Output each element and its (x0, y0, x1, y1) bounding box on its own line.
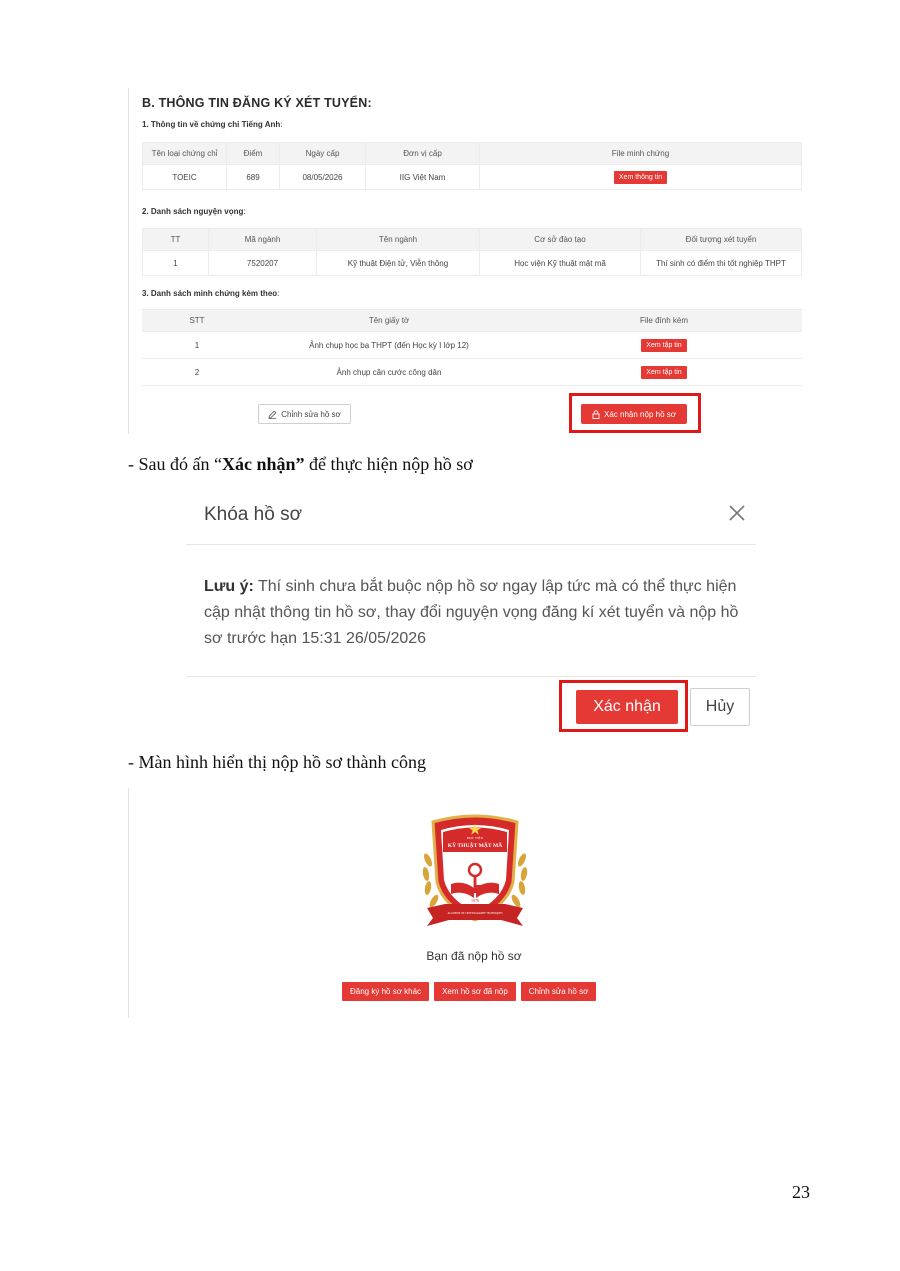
cert-date: 08/05/2026 (280, 165, 366, 190)
table-row (142, 359, 802, 386)
wish-tt: 1 (143, 251, 209, 276)
col-evidence-file: File minh chứng (480, 143, 802, 165)
highlight-box (569, 393, 701, 433)
success-message: Bạn đã nộp hồ sơ (426, 949, 522, 963)
col-major-code: Mã ngành (209, 229, 317, 251)
cert-type: TOEIC (143, 165, 227, 190)
col-issue-date: Ngày cấp (280, 143, 366, 165)
docs-subtitle: 3. Danh sách minh chứng kèm theo: (142, 289, 280, 298)
col-tt: TT (143, 229, 209, 251)
view-file-button[interactable]: Xem tập tin (641, 366, 686, 379)
success-actions (342, 982, 596, 1001)
wishes-table (142, 228, 802, 276)
close-icon[interactable] (726, 502, 748, 524)
logo-year: 1976 (471, 898, 479, 903)
col-stt: STT (142, 310, 252, 332)
table-row (142, 332, 802, 359)
wish-campus: Học viện Kỹ thuật mật mã (480, 251, 641, 276)
logo-text-main: KỸ THUẬT MẬT MÃ (447, 843, 503, 849)
wish-code: 7520207 (209, 251, 317, 276)
logo-text-top: HỌC VIỆN (466, 836, 484, 840)
cert-issuer: IIG Việt Nam (366, 165, 480, 190)
instruction-text-1: - Sau đó ấn “Xác nhận” để thực hiện nộp hồ sơ (128, 454, 473, 474)
wishes-subtitle: 2. Danh sách nguyện vọng: (142, 207, 246, 216)
col-attachment: File đính kèm (526, 310, 802, 332)
col-issuer: Đơn vị cấp (366, 143, 480, 165)
instruction-text-2: - Màn hình hiển thị nộp hồ sơ thành công (128, 752, 426, 772)
view-info-button[interactable]: Xem thông tin (614, 171, 667, 184)
table-row (143, 251, 802, 276)
dialog-title: Khóa hồ sơ (204, 504, 303, 525)
doc-name: Ảnh chụp căn cước công dân (252, 359, 526, 386)
wish-target: Thí sinh có điểm thi tốt nghiệp THPT (641, 251, 802, 276)
col-campus: Cơ sở đào tạo (480, 229, 641, 251)
dialog-note: Lưu ý: Thí sinh chưa bắt buộc nộp hồ sơ ngay lập tức mà có thể thực hiện cập nhật thông tin hồ sơ, thay đổi nguyện vọng đăng kí xét tuyển và nộp hồ sơ trước hạn 15:31 26/05/2026 (204, 578, 739, 647)
cert-score: 689 (227, 165, 280, 190)
pencil-icon (268, 410, 277, 419)
cancel-button[interactable]: Hủy (690, 688, 750, 726)
doc-stt: 1 (142, 332, 252, 359)
register-another-button[interactable]: Đăng ký hồ sơ khác (342, 982, 429, 1001)
table-row (143, 165, 802, 190)
col-doc-name: Tên giấy tờ (252, 310, 526, 332)
confirm-button[interactable]: Xác nhận (576, 690, 678, 724)
success-screenshot (128, 788, 768, 1018)
doc-name: Ảnh chụp học bạ THPT (đến Học kỳ I lớp 12) (252, 332, 526, 359)
confirm-submit-button[interactable]: Xác nhận nộp hồ sơ (581, 404, 687, 424)
divider (186, 676, 756, 677)
cert-table (142, 142, 802, 190)
wish-name: Kỹ thuật Điện tử, Viễn thông (317, 251, 480, 276)
col-score: Điểm (227, 143, 280, 165)
lock-dialog-screenshot (186, 490, 756, 730)
col-cert-type: Tên loại chứng chỉ (143, 143, 227, 165)
col-target: Đối tượng xét tuyển (641, 229, 802, 251)
docs-table (142, 309, 802, 386)
doc-stt: 2 (142, 359, 252, 386)
page-number: 23 (792, 1182, 810, 1202)
col-major-name: Tên ngành (317, 229, 480, 251)
view-file-button[interactable]: Xem tập tin (641, 339, 686, 352)
section-b-title: B. THÔNG TIN ĐĂNG KÝ XÉT TUYỂN: (142, 96, 372, 110)
highlight-box (559, 680, 688, 732)
edit-profile-button[interactable]: Chỉnh sửa hồ sơ (258, 404, 351, 424)
registration-info-screenshot (128, 88, 804, 434)
academy-logo-icon (419, 812, 531, 930)
cert-subtitle: 1. Thông tin về chứng chỉ Tiếng Anh: (142, 120, 283, 129)
logo-text-bottom: ACADEMY OF CRYPTOGRAPHY TECHNIQUES (447, 912, 503, 915)
divider (186, 544, 756, 545)
view-submitted-button[interactable]: Xem hồ sơ đã nộp (434, 982, 516, 1001)
edit-profile-button[interactable]: Chỉnh sửa hồ sơ (521, 982, 597, 1001)
